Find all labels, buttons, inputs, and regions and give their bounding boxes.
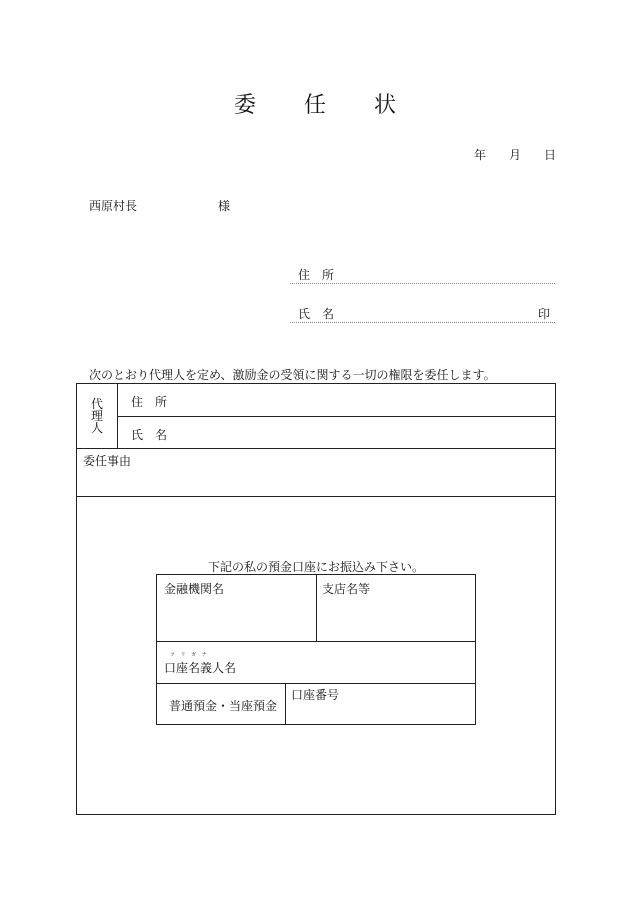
applicant-name-field[interactable] <box>290 302 555 323</box>
account-number-label: 口座番号 <box>291 688 340 702</box>
agent-name-label: 氏 名 <box>131 428 168 442</box>
applicant-address-field[interactable] <box>290 263 555 284</box>
account-holder-label: 口座名義人名 <box>164 661 237 675</box>
agent-address-label: 住 所 <box>131 395 168 409</box>
title-char-2: 任 <box>303 93 326 118</box>
bank-instruction: 下記の私の預金口座にお振込み下さい。 <box>207 560 424 574</box>
agent-label-char-1: 代 <box>91 397 104 411</box>
agent-name-field[interactable] <box>118 417 554 447</box>
date-day: 日 <box>544 148 557 162</box>
agent-label <box>91 398 103 434</box>
branch-field[interactable] <box>317 576 474 640</box>
account-number-field[interactable] <box>286 684 474 724</box>
document-title <box>0 88 630 119</box>
date-month: 月 <box>509 148 522 162</box>
addressee-honorific: 様 <box>218 199 231 213</box>
applicant-address-label: 住 所 <box>298 268 335 282</box>
reason-label: 委任事由 <box>83 454 132 468</box>
reason-field[interactable] <box>76 448 556 497</box>
account-type-field[interactable] <box>158 684 284 724</box>
agent-label-char-3: 人 <box>91 421 104 435</box>
account-type-label: 普通預金・当座預金 <box>169 699 278 713</box>
institution-label: 金融機関名 <box>164 582 225 596</box>
account-holder-field[interactable] <box>158 642 474 682</box>
agent-address-field[interactable] <box>118 385 554 415</box>
title-char-3: 状 <box>374 93 397 118</box>
applicant-name-label: 氏 名 <box>298 307 335 321</box>
addressee-name: 西原村長 <box>89 199 138 213</box>
bank-table <box>156 574 476 725</box>
institution-field[interactable] <box>158 576 315 640</box>
account-holder-furigana: ツ リ ガ ナ <box>170 652 209 658</box>
agent-label-char-2: 理 <box>91 409 104 423</box>
applicant-seal: 印 <box>538 307 551 321</box>
delegation-statement: 次のとおり代理人を定め、激励金の受領に関する一切の権限を委任します。 <box>89 368 496 382</box>
branch-label: 支店名等 <box>322 582 371 596</box>
title-char-1: 委 <box>233 93 256 118</box>
agent-table <box>76 383 556 449</box>
date-year: 年 <box>474 148 487 162</box>
